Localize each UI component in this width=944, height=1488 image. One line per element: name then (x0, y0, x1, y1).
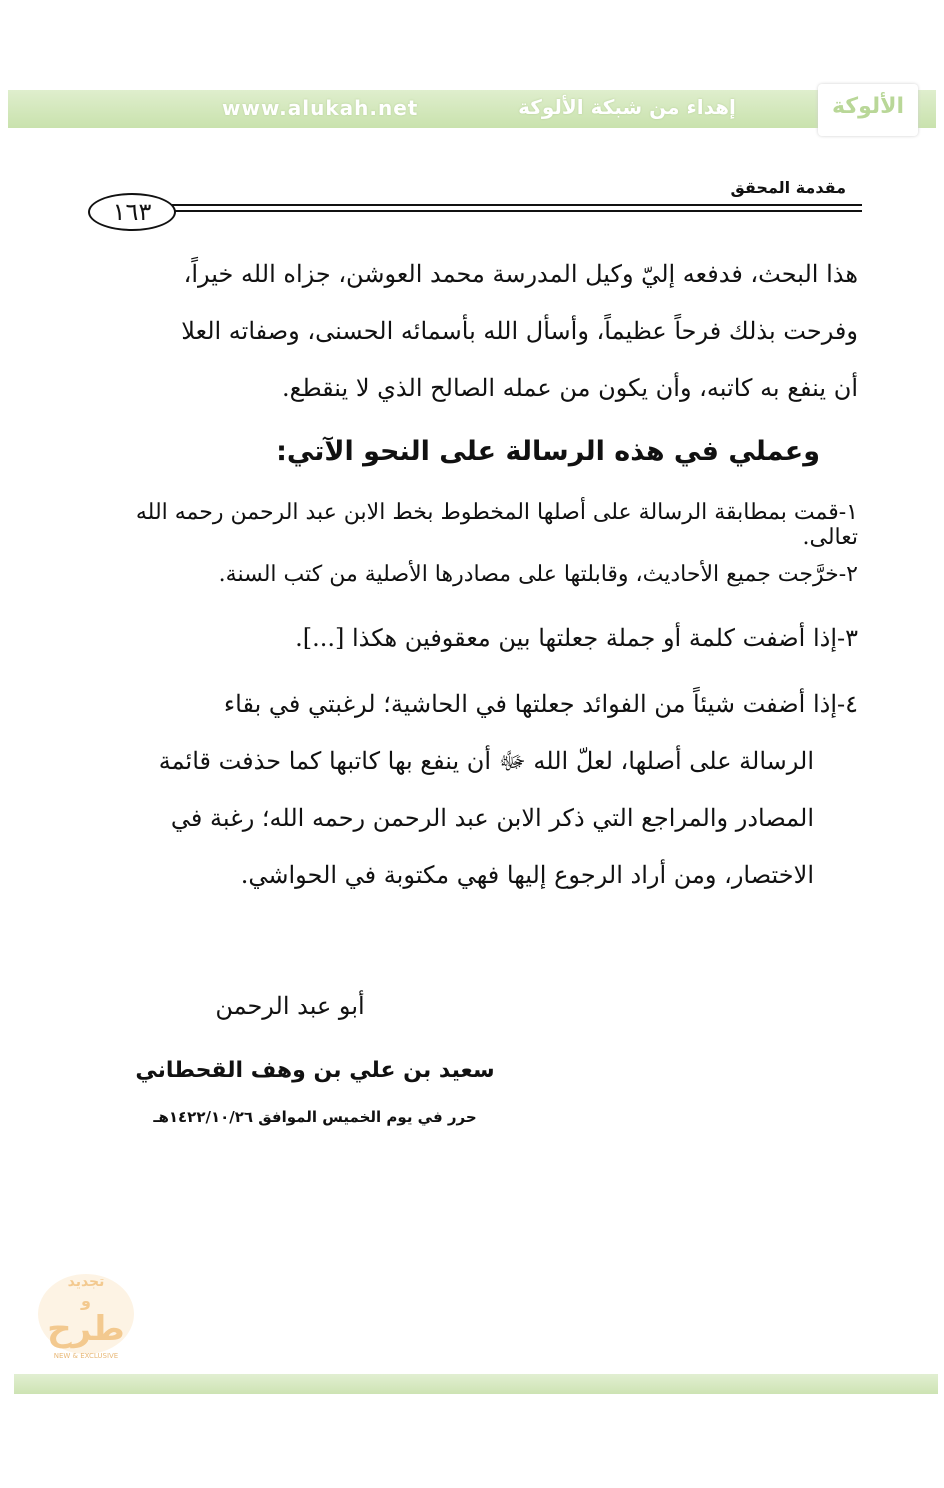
header-rule (172, 204, 862, 206)
list-item: ١-قمت بمطابقة الرسالة على أصلها المخطوط بخط الابن عبد الرحمن رحمه الله تعالى. (135, 500, 858, 550)
method-heading: وعملي في هذه الرسالة على النحو الآتي: (276, 436, 820, 467)
page-number: ١٦٣ (112, 198, 152, 226)
logo-sub-text: NEW & EXCLUSIVE (53, 1352, 119, 1360)
signature-name: سعيد بن علي بن وهف القحطاني (135, 1058, 495, 1083)
signature-date: حرر في يوم الخميس الموافق ١٤٢٢/١٠/٢٦هـ (153, 1108, 477, 1126)
signature-kunya: أبو عبد الرحمن (215, 992, 365, 1020)
list-item: ٣-إذا أضفت كلمة أو جملة جعلتها بين معقوفين هكذا [...]. (295, 624, 858, 652)
bottom-band (14, 1374, 938, 1394)
intro-paragraph (86, 246, 858, 417)
item4-line: الاختصار، ومن أراد الرجوع إليها فهي مكتوبة في الحواشي. (240, 861, 814, 889)
section-title: مقدمة المحقق (730, 178, 846, 197)
item4-line: ٤-إذا أضفت شيئاً من الفوائد جعلتها في الحاشية؛ لرغبتي في بقاء (223, 690, 858, 718)
logo-main-text: طرح (47, 1309, 125, 1349)
list-item-4 (86, 676, 858, 904)
item4-line: الرسالة على أصلها، لعلّ الله ﷻ أن ينفع بها كاتبها كما حذفت قائمة (158, 747, 814, 775)
item4-line: المصادر والمراجع التي ذكر الابن عبد الرحمن رحمه الله؛ رغبة في (170, 804, 814, 832)
intro-line: وفرحت بذلك فرحاً عظيماً، وأسأل الله بأسمائه الحسنى، وصفاته العلا (181, 317, 858, 345)
top-banner (8, 90, 936, 128)
page-number-oval (88, 193, 176, 231)
banner-gift-text: إهداء من شبكة الألوكة (518, 95, 736, 119)
list-item: ٢-خرَّجت جميع الأحاديث، وقابلتها على مصادرها الأصلية من كتب السنة. (218, 562, 858, 587)
logo-conj-text: و (81, 1291, 91, 1310)
alukah-logo-text: الألوكة (831, 94, 905, 119)
logo-top-text: تجديد (67, 1274, 105, 1290)
intro-line: هذا البحث، فدفعه إليّ وكيل المدرسة محمد العوشن، جزاه الله خيراً، (183, 260, 858, 288)
banner-url[interactable]: www.alukah.net (222, 96, 419, 120)
intro-line: أن ينفع به كاتبه، وأن يكون من عمله الصالح الذي لا ينقطع. (282, 374, 858, 402)
alukah-logo[interactable] (818, 84, 918, 136)
header-rule-double (172, 210, 862, 212)
tajdeed-logo (30, 1262, 142, 1362)
